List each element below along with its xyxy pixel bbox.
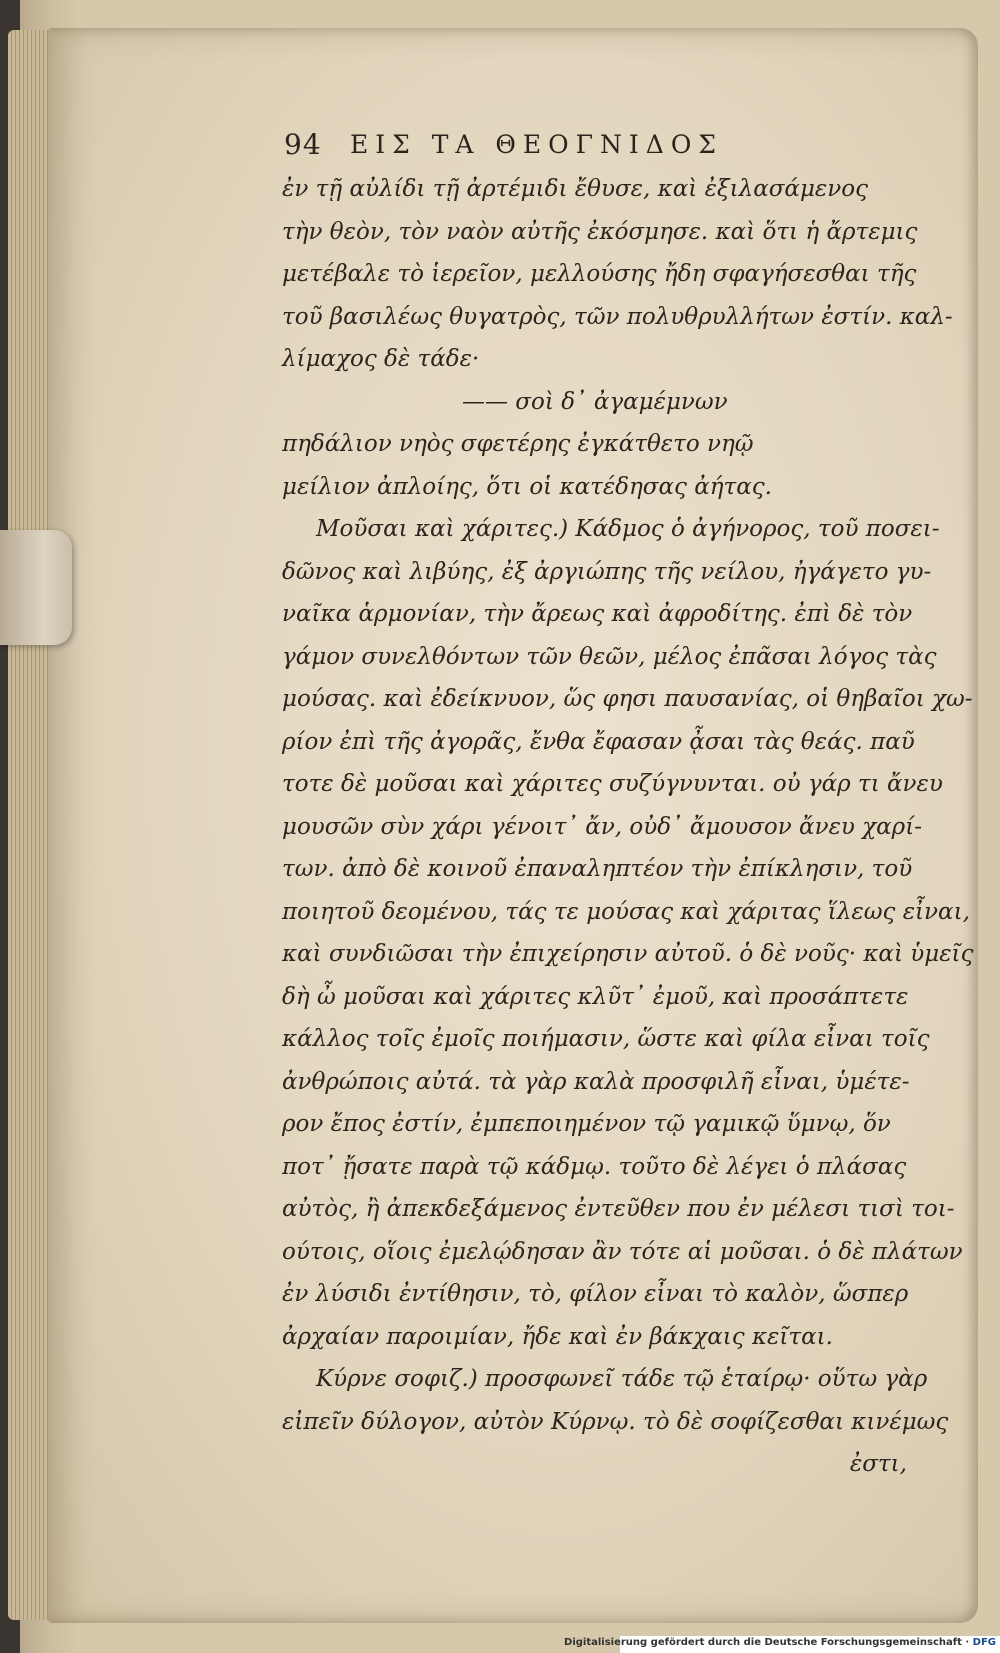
text-line: δὴ ὦ μοῦσαι καὶ χάριτες κλῦτ᾽ ἐμοῦ, καὶ προσάπτετε — [282, 983, 909, 1010]
text-line: ἐν λύσιδι ἐντίθησιν, τὸ, φίλον εἶναι τὸ καλὸν, ὥσπερ — [282, 1281, 909, 1307]
text-line: ούτοις, οἵοις ἐμελῴδησαν ἂν τότε αἱ μοῦσαι. ὁ δὲ πλάτων — [282, 1238, 963, 1265]
text-line: ρίον ἐπὶ τῆς ἀγορᾶς, ἔνθα ἔφασαν ᾆσαι τὰς θεάς. παῦ — [282, 728, 915, 755]
text-line: αὐτὸς, ἢ ἀπεκδεξάμενος ἐντεῦθεν που ἐν μέλεσι τισὶ τοι- — [282, 1196, 955, 1222]
text-line: ἐν τῇ αὐλίδι τῇ ἀρτέμιδι ἔθυσε, καὶ ἐξιλασάμενος — [282, 176, 868, 202]
text-line: τοῦ βασιλέως θυγατρὸς, τῶν πολυθρυλλήτων ἐστίν. καλ- — [282, 303, 953, 330]
text-line: εἰπεῖν δύλογον, αὐτὸν Κύρνῳ. τὸ δὲ σοφίζεσθαι κινέμως — [282, 1408, 949, 1435]
catchword: ἐστι, — [849, 1451, 907, 1477]
text-line: λίμαχος δὲ τάδε· — [282, 346, 480, 372]
text-line: ποιητοῦ δεομένου, τάς τε μούσας καὶ χάριτας ἵλεως εἶναι, — [282, 898, 970, 925]
text-line: μουσῶν σὺν χάρι γένοιτ᾽ ἄν, οὐδ᾽ ἄμουσον ἄνευ χαρί- — [282, 813, 922, 840]
text-line: γάμον συνελθόντων τῶν θεῶν, μέλος ἐπᾶσαι λόγος τὰς — [282, 643, 937, 670]
lemma-line: Μοῦσαι καὶ χάριτες.) Κάδμος ὁ ἀγήνορος, τοῦ ποσει- — [316, 516, 940, 542]
text-line: κάλλος τοῖς ἐμοῖς ποιήμασιν, ὥστε καὶ φίλα εἶναι τοῖς — [282, 1026, 930, 1052]
footer-credit: Digitalisierung gefördert durch die Deutsche Forschungsgemeinschaft · DFG — [564, 1637, 996, 1648]
footer-credit-text: Digitalisierung gefördert durch die Deutsche Forschungsgemeinschaft — [564, 1637, 962, 1648]
lemma-line: Κύρνε σοφιζ.) προσφωνεῖ τάδε τῷ ἑταίρῳ· οὕτω γὰρ — [316, 1366, 928, 1392]
dfg-logo: DFG — [972, 1637, 996, 1648]
bookmark-tab — [0, 530, 72, 645]
running-head — [284, 128, 924, 168]
text-line: τοτε δὲ μοῦσαι καὶ χάριτες συζύγνυνται. οὐ γάρ τι ἄνευ — [282, 771, 943, 797]
body-text — [282, 168, 974, 1486]
text-line: των. ἀπὸ δὲ κοινοῦ ἐπαναληπτέον τὴν ἐπίκλησιν, τοῦ — [282, 856, 913, 882]
text-line: δῶνος καὶ λιβύης, ἐξ ἀργιώπης τῆς νείλου, ἠγάγετο γυ- — [282, 558, 932, 585]
text-line: ποτ᾽ ᾔσατε παρὰ τῷ κάδμῳ. τοῦτο δὲ λέγει ὁ πλάσας — [282, 1153, 907, 1180]
digitization-footer — [564, 1636, 1000, 1653]
text-line: τὴν θεὸν, τὸν ναὸν αὐτῆς ἐκόσμησε. καὶ ὅτι ἡ ἄρτεμις — [282, 218, 918, 245]
running-title: ΕΙΣ ΤΑ ΘΕΟΓΝΙΔΟΣ — [350, 130, 723, 159]
verse-line: —— σοὶ δ᾽ ἀγαμέμνων — [462, 388, 728, 415]
text-line: καὶ συνδιῶσαι τὴν ἐπιχείρησιν αὐτοῦ. ὁ δὲ νοῦς· καὶ ὑμεῖς — [282, 941, 974, 967]
text-line: ἀρχαίαν παροιμίαν, ἤδε καὶ ἐν βάκχαις κεῖται. — [282, 1323, 833, 1350]
text-line: ναῖκα ἁρμονίαν, τὴν ἄρεως καὶ ἀφροδίτης. ἐπὶ δὲ τὸν — [282, 601, 913, 627]
text-line: ρον ἔπος ἐστίν, ἐμπεποιημένον τῷ γαμικῷ ὕμνῳ, ὅν — [282, 1111, 891, 1137]
text-line: ἀνθρώποις αὐτά. τὰ γὰρ καλὰ προσφιλῆ εἶναι, ὑμέτε- — [282, 1068, 910, 1095]
verse-line: πηδάλιον νηὸς σφετέρης ἐγκάτθετο νηῷ — [282, 431, 754, 457]
verse-line: μείλιον ἀπλοίης, ὅτι οἱ κατέδησας ἀήτας. — [282, 473, 772, 500]
text-line: μετέβαλε τὸ ἱερεῖον, μελλούσης ἤδη σφαγήσεσθαι τῆς — [282, 261, 917, 287]
page-number: 94 — [284, 128, 322, 161]
text-line: μούσας. καὶ ἐδείκνυον, ὥς φησι παυσανίας, οἱ θηβαῖοι χω- — [282, 686, 973, 712]
